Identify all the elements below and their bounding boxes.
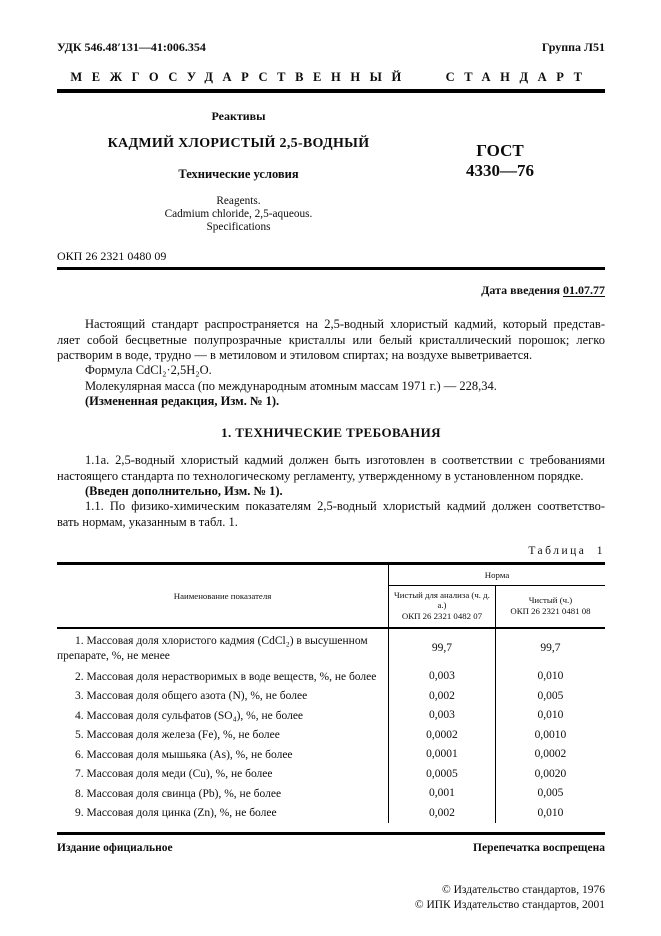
indicator-name: 2. Массовая доля нерастворимых в воде веществ, %, не более: [75, 670, 377, 683]
value-pure-analysis: 0,001: [389, 784, 496, 804]
paragraph-line: 1.1. По физико-химическим показателям 2,5-водный хлористый кадмий должен соответство-: [85, 499, 605, 514]
column-header-pure-analysis: [389, 585, 496, 628]
udk-code: УДК 546.48′131—41:006.354: [57, 40, 206, 54]
okp-rule: [57, 267, 605, 270]
title-english: [57, 195, 420, 233]
table-row: [57, 628, 605, 667]
header-rule: [57, 89, 605, 93]
introduction-date: [57, 283, 605, 298]
value-pure: 0,010: [495, 667, 605, 687]
grade-okp-code: ОКП 26 2321 0482 07: [401, 610, 483, 621]
value-pure-analysis: 0,0005: [389, 765, 496, 785]
table-row: [57, 667, 605, 687]
table-row: [57, 687, 605, 707]
group-code: Группа Л51: [541, 40, 605, 54]
clause-1-1a: [57, 453, 605, 484]
column-header-pure: [495, 585, 605, 628]
document-title: КАДМИЙ ХЛОРИСТЫЙ 2,5-ВОДНЫЙ: [107, 136, 370, 151]
introduction-date-value: 01.07.77: [563, 283, 605, 298]
table-row: [57, 706, 605, 726]
table-caption: Таблица 1: [528, 544, 605, 557]
paragraph-line: 1.1а. 2,5-водный хлористый кадмий должен быть изготовлен в соответствии с требованиями: [85, 453, 605, 468]
footer-rule: [57, 832, 605, 835]
reprint-prohibited-label: Перепечатка воспрещена: [473, 842, 605, 855]
gost-number: 4330—76: [466, 161, 534, 180]
title-english-line: Cadmium chloride, 2,5-aqueous.: [164, 207, 313, 220]
intro-paragraph: [57, 317, 605, 363]
clause-1-1a-note: (Введен дополнительно, Изм. № 1).: [85, 484, 283, 499]
value-pure: 99,7: [495, 628, 605, 667]
document-subtitle: Технические условия: [178, 167, 299, 181]
indicator-name: 3. Массовая доля общего азота (N), %, не более: [75, 690, 308, 703]
value-pure-analysis: 0,003: [389, 706, 496, 726]
document-body: [57, 317, 605, 913]
table-row: [57, 726, 605, 746]
table-row: [57, 765, 605, 785]
classification-row: [57, 40, 605, 55]
indicator-name: 4. Массовая доля сульфатов (SO₄), %, не более: [75, 709, 304, 722]
paragraph-line: настоящего стандарта по технологическому регламенту, утвержденному в установленном порядке.: [57, 468, 584, 483]
indicator-name: 1. Массовая доля хлористого кадмия (CdCl₂) в высушенном препарате, %, не менее: [57, 635, 368, 662]
column-header-name: Наименование показателя: [57, 564, 389, 629]
copyright-block: [57, 883, 605, 914]
grade-label: Чистый для анализа (ч. д. а.): [394, 589, 490, 611]
paragraph-line: вать нормам, указанным в табл. 1.: [57, 514, 238, 529]
chemical-formula: Формула CdCl₂·2,5H₂O.: [85, 363, 212, 378]
column-header-norm: Норма: [389, 564, 605, 586]
title-english-line: Specifications: [206, 220, 271, 233]
value-pure: 0,0010: [495, 726, 605, 746]
value-pure-analysis: 0,003: [389, 667, 496, 687]
section-1-heading: 1. ТЕХНИЧЕСКИЕ ТРЕБОВАНИЯ: [221, 425, 441, 441]
title-english-line: Reagents.: [216, 195, 261, 207]
document-category: Реактивы: [211, 109, 266, 123]
official-edition-label: Издание официальное: [57, 842, 173, 855]
table-header: [57, 564, 605, 629]
value-pure-analysis: 0,0002: [389, 726, 496, 746]
indicator-name: 8. Массовая доля свинца (Pb), %, не более: [75, 787, 282, 800]
copyright-line: © ИПК Издательство стандартов, 2001: [414, 899, 605, 912]
gost-label: ГОСТ: [476, 141, 524, 160]
table-row: [57, 745, 605, 765]
value-pure: 0,005: [495, 687, 605, 707]
value-pure-analysis: 0,0001: [389, 745, 496, 765]
clause-1-1: [57, 499, 605, 530]
gost-number-block: [420, 107, 605, 233]
indicator-name: 5. Массовая доля железа (Fe), %, не более: [75, 729, 280, 742]
value-pure: 0,010: [495, 804, 605, 824]
standard-kind-heading: МЕЖГОСУДАРСТВЕННЫЙ СТАНДАРТ: [70, 70, 592, 84]
value-pure-analysis: 0,002: [389, 687, 496, 707]
indicator-name: 7. Массовая доля меди (Cu), %, не более: [75, 768, 273, 781]
okp-code: ОКП 26 2321 0480 09: [57, 249, 167, 264]
value-pure: 0,005: [495, 784, 605, 804]
table-row: [57, 804, 605, 824]
value-pure: 0,0002: [495, 745, 605, 765]
indicator-name: 6. Массовая доля мышьяка (As), %, не более: [75, 748, 293, 761]
value-pure-analysis: 99,7: [389, 628, 496, 667]
table-body: [57, 628, 605, 823]
value-pure-analysis: 0,002: [389, 804, 496, 824]
introduction-date-label: Дата введения: [481, 283, 560, 298]
paragraph-line: растворим в воде, трудно — в метиловом и этиловом спиртах; на воздухе выветривается.: [57, 347, 533, 362]
value-pure: 0,010: [495, 706, 605, 726]
copyright-line: © Издательство стандартов, 1976: [441, 883, 605, 896]
molecular-mass: Молекулярная масса (по международным атомным массам 1971 г.) — 228,34.: [85, 378, 497, 393]
amendment-note: (Измененная редакция, Изм. № 1).: [85, 393, 280, 408]
indicator-name: 9. Массовая доля цинка (Zn), %, не более: [75, 807, 277, 820]
paragraph-line: Настоящий стандарт распространяется на 2,5-водный хлористый кадмий, который представ-: [85, 317, 605, 332]
footer-row: [57, 841, 605, 856]
grade-okp-code: ОКП 26 2321 0481 08: [510, 605, 591, 616]
value-pure: 0,0020: [495, 765, 605, 785]
title-column: [57, 107, 420, 233]
paragraph-line: ляет собой бесцветные полупрозрачные кристаллы или белый кристаллический порошок; легко: [57, 332, 605, 347]
specifications-table: [57, 562, 605, 823]
grade-label: Чистый (ч.): [528, 595, 573, 605]
table-row: [57, 784, 605, 804]
title-area: [57, 107, 605, 233]
